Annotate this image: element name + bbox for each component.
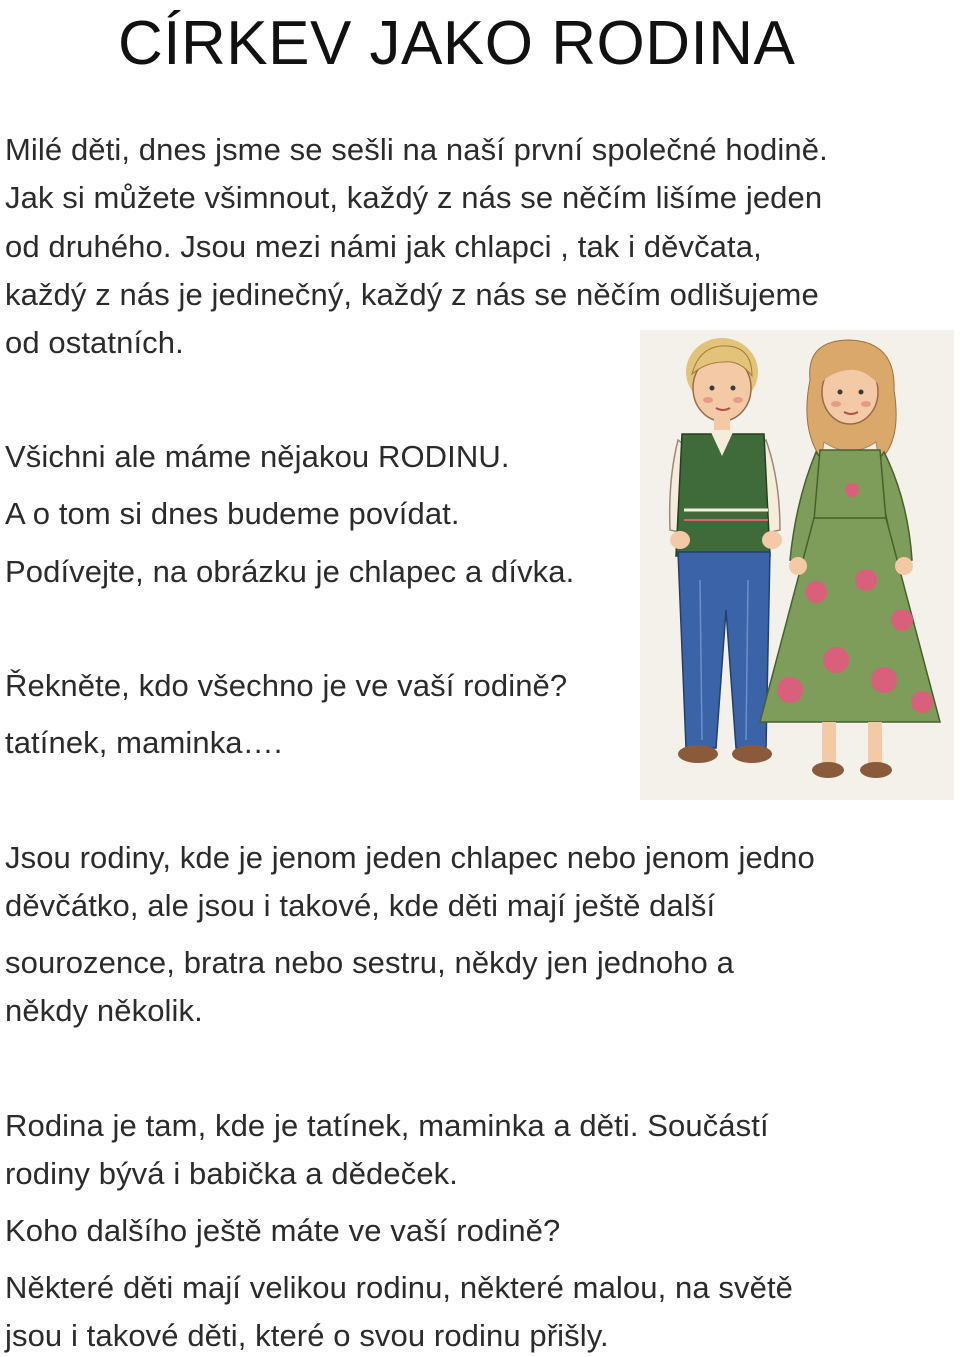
girl-figure (760, 340, 940, 778)
text-line: Řekněte, kdo všechno je ve vaší rodině? (5, 668, 568, 703)
text-line: Koho dalšího ještě máte ve vaší rodině? (5, 1213, 561, 1248)
text-line: rodiny bývá i babička a dědeček. (5, 1156, 458, 1191)
text-line: tatínek, maminka…. (5, 725, 283, 760)
page-title: CÍRKEV JAKO RODINA (118, 9, 796, 78)
text-line: Podívejte, na obrázku je chlapec a dívka. (5, 554, 575, 589)
text-line: Milé děti, dnes jsme se sešli na naší první společné hodině. (5, 132, 828, 167)
text-line: sourozence, bratra nebo sestru, někdy jen jednoho a (5, 945, 734, 980)
text-line: Jsou rodiny, kde je jenom jeden chlapec nebo jenom jedno (5, 840, 815, 875)
text-line: děvčátko, ale jsou i takové, kde děti mají ještě další (5, 888, 716, 923)
text-line: Všichni ale máme nějakou RODINU. (5, 439, 510, 474)
text-line: někdy několik. (5, 993, 203, 1028)
text-line: Rodina je tam, kde je tatínek, maminka a děti. Součástí (5, 1108, 769, 1143)
boy-figure (670, 338, 782, 763)
text-line: od ostatních. (5, 325, 184, 360)
text-line: Některé děti mají velikou rodinu, některé malou, na světě (5, 1270, 793, 1305)
boy-and-girl-illustration (640, 330, 954, 800)
text-line: Jak si můžete všimnout, každý z nás se něčím lišíme jeden (5, 180, 823, 215)
text-line: každý z nás je jedinečný, každý z nás se něčím odlišujeme (5, 277, 819, 312)
text-line: jsou i takové děti, které o svou rodinu přišly. (5, 1318, 609, 1353)
text-line: A o tom si dnes budeme povídat. (5, 496, 460, 531)
text-line: od druhého. Jsou mezi námi jak chlapci , tak i děvčata, (5, 229, 762, 264)
